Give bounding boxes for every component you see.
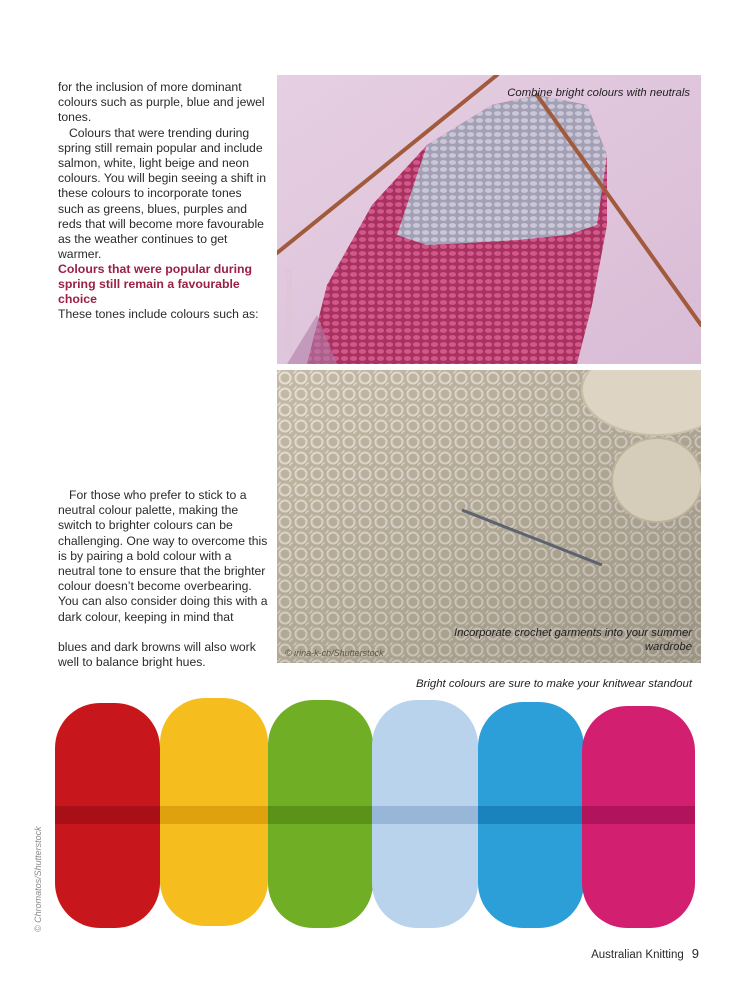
yarn-ball-yellow: [160, 698, 268, 926]
page-footer: [591, 946, 699, 961]
knitting-caption: Combine bright colours with neutrals: [507, 87, 690, 99]
yarn-photo-credit: © Chromatos/Shutterstock: [33, 826, 43, 932]
crochet-photo-credit: © irina-k-ch/Shutterstock: [285, 648, 384, 658]
knitting-photo: [277, 75, 701, 364]
crochet-photo: [277, 370, 701, 663]
paragraph-end-text: blues and dark browns will also work well to balance bright hues.: [58, 640, 256, 670]
paragraph-spring-colours: Colours that were trending during spring still remain popular and include salmon, white, light beige and neon colours. You will begin seeing a shift in these colours to incorporate tones such as greens, blues, purples and reds that will become more favourable as the weather continues to get warmer.: [58, 125, 266, 262]
crochet-caption: Incorporate crochet garments into your summer wardrobe: [454, 627, 692, 653]
yarn-ball-pink: [582, 706, 695, 928]
article-paragraph-end: [58, 640, 270, 670]
yarn-caption: Bright colours are sure to make your knitwear standout: [415, 678, 692, 690]
list-intro: These tones include colours such as:: [58, 307, 259, 321]
publication-name: Australian Knitting: [591, 949, 684, 961]
yarn-ball-green: [268, 700, 373, 928]
knitting-photo-credit: © Melica/Shutterstock: [284, 268, 294, 356]
article-paragraph-top: [58, 80, 270, 262]
yarn-ball-red: [55, 703, 160, 928]
article-subheading: Colours that were popular during spring still remain a favourable choice: [58, 262, 253, 307]
paragraph-neutral-text: For those who prefer to stick to a neutral colour palette, making the switch to brighter colours can be challenging. One way to overcome this is by pairing a bold colour with a neutral tone to ensure that the brighter colour doesn’t become overbearing. You can also consider doing this with a dark colour, keeping in mind that: [58, 488, 268, 624]
yarn-ball-light-blue: [372, 700, 478, 928]
paragraph-continuation: for the inclusion of more dominant colours such as purple, blue and jewel tones.: [58, 80, 265, 125]
yarn-balls-photo: [50, 698, 700, 933]
article-paragraph-neutral: [58, 488, 270, 625]
yarn-ball-blue: [478, 702, 584, 928]
page-number: 9: [691, 946, 699, 961]
